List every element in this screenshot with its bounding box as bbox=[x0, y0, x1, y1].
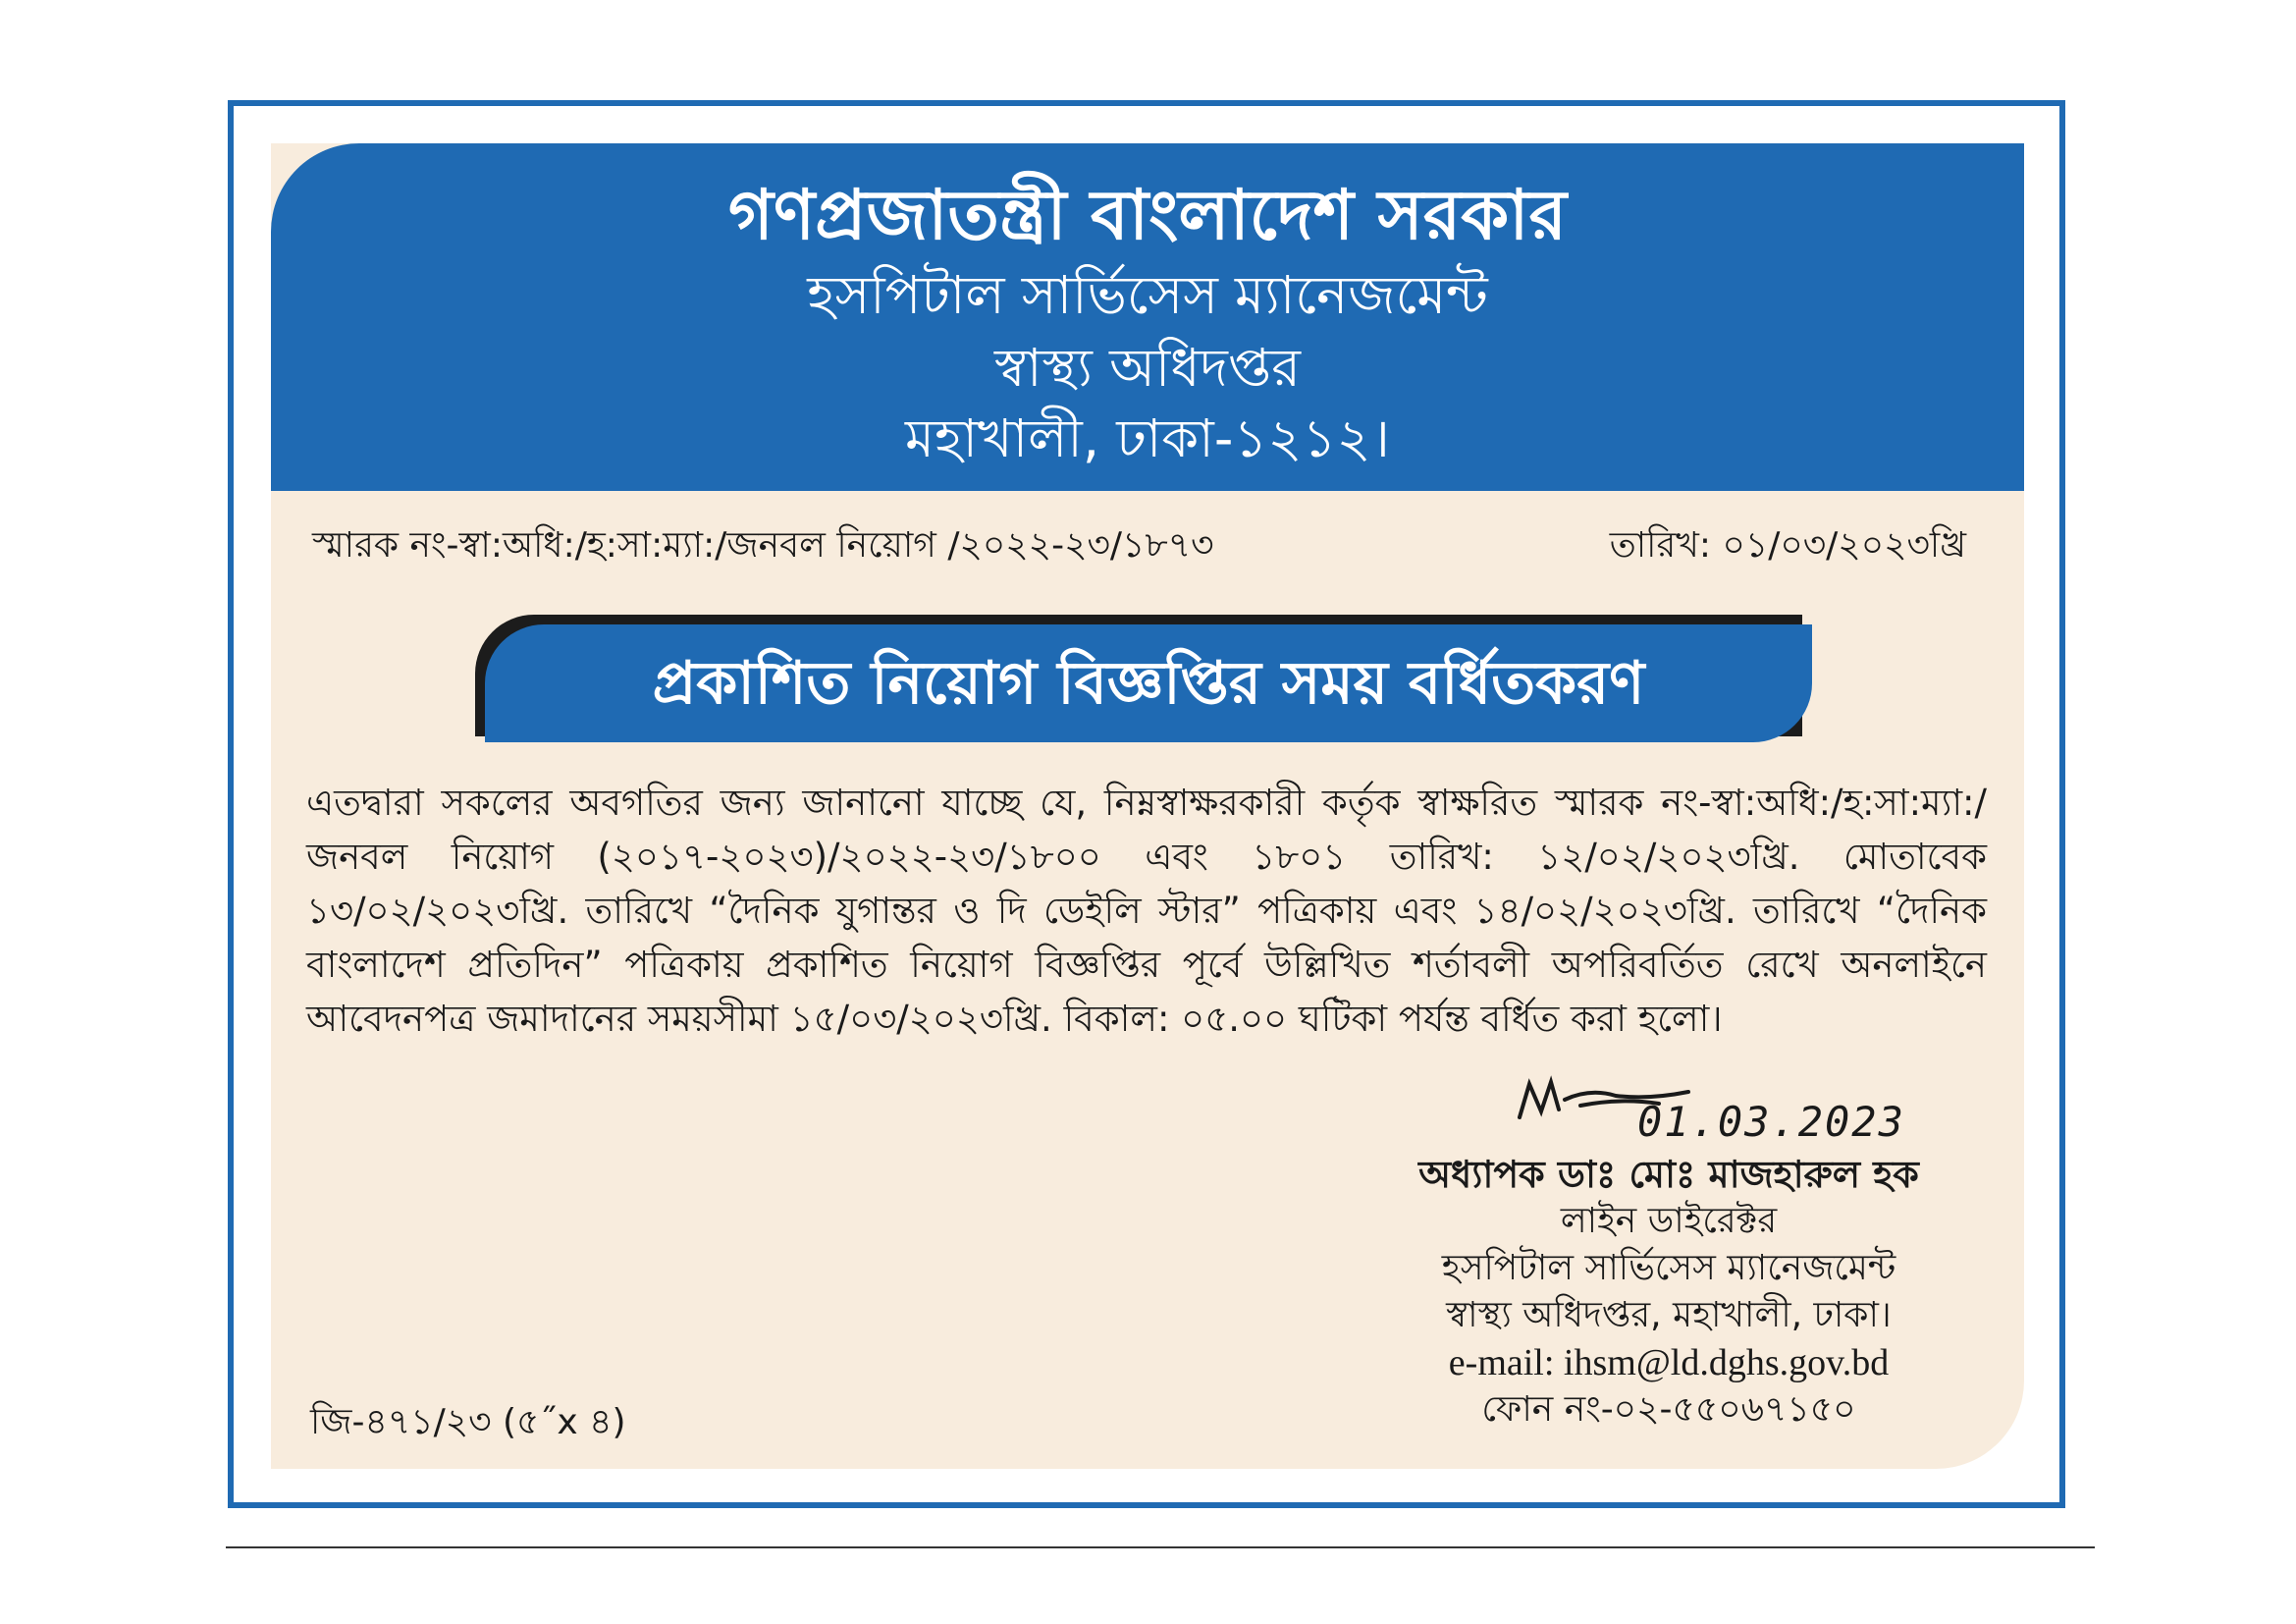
header-government: গণপ্রজাতন্ত্রী বাংলাদেশ সরকার bbox=[728, 175, 1567, 255]
signatory-name: অধ্যাপক ডাঃ মোঃ মাজহারুল হক bbox=[1418, 1153, 1919, 1196]
header-directorate: স্বাস্থ্য অধিদপ্তর bbox=[993, 337, 1302, 399]
signature-date: 01.03.2023 bbox=[1637, 1098, 1905, 1146]
bottom-divider bbox=[226, 1546, 2095, 1548]
signatory-address: স্বাস্থ্য অধিদপ্তর, মহাখালী, ঢাকা। bbox=[1446, 1295, 1892, 1335]
ad-code: জি-৪৭১/২৩ (৫˝x ৪) bbox=[310, 1402, 626, 1442]
signature-block bbox=[1315, 1151, 2022, 1434]
signatory-phone: ফোন নং-০২-৫৫০৬৭১৫০ bbox=[1481, 1389, 1856, 1430]
notice-title: প্রকাশিত নিয়োগ বিজ্ঞপ্তির সময় বর্ধিতকরণ bbox=[485, 624, 1812, 742]
header-address: মহাখালী, ঢাকা-১২১২। bbox=[905, 407, 1390, 469]
signatory-office: হসপিটাল সার্ভিসেস ম্যানেজমেন্ট bbox=[1441, 1248, 1896, 1288]
header-office: হসপিটাল সার্ভিসেস ম্যানেজমেন্ট bbox=[807, 264, 1488, 326]
notice-body: এতদ্বারা সকলের অবগতির জন্য জানানো যাচ্ছে যে, নিম্নস্বাক্ষরকারী কর্তৃক স্বাক্ষরিত স্মারক নং-স্বা:অধি:/হ:সা:ম্যা:/জনবল নিয়োগ (২০১৭-২০২৩)/২০২২-২৩/১৮০০ এবং ১৮০১ তারিখ: ১২/০২/২০২৩খ্রি. মোতাবেক ১৩/০২/২০২৩খ্রি. তারিখে “দৈনিক যুগান্তর ও দি ডেইলি স্টার” পত্রিকায় এবং ১৪/০২/২০২৩খ্রি. তারিখে “দৈনিক বাংলাদেশ প্রতিদিন” পত্রিকায় প্রকাশিত নিয়োগ বিজ্ঞপ্তির পূর্বে উল্লিখিত শর্তাবলী অপরিবর্তিত রেখে অনলাইনে আবেদনপত্র জমাদানের সময়সীমা ১৫/০৩/২০২৩খ্রি. বিকাল: ০৫.০০ ঘটিকা পর্যন্ত বর্ধিত করা হলো। bbox=[306, 782, 1987, 1040]
signatory-email: e-mail: ihsm@ld.dghs.gov.bd bbox=[1448, 1342, 1890, 1383]
header-band bbox=[271, 143, 2024, 491]
memo-date: তারিখ: ০১/০৩/২০২৩খ্রি bbox=[1609, 525, 1966, 566]
signatory-designation: লাইন ডাইরেক্টর bbox=[1560, 1201, 1778, 1241]
memo-number: স্মারক নং-স্বা:অধি:/হ:সা:ম্যা:/জনবল নিয়োগ /২০২২-২৩/১৮৭৩ bbox=[312, 525, 1214, 566]
